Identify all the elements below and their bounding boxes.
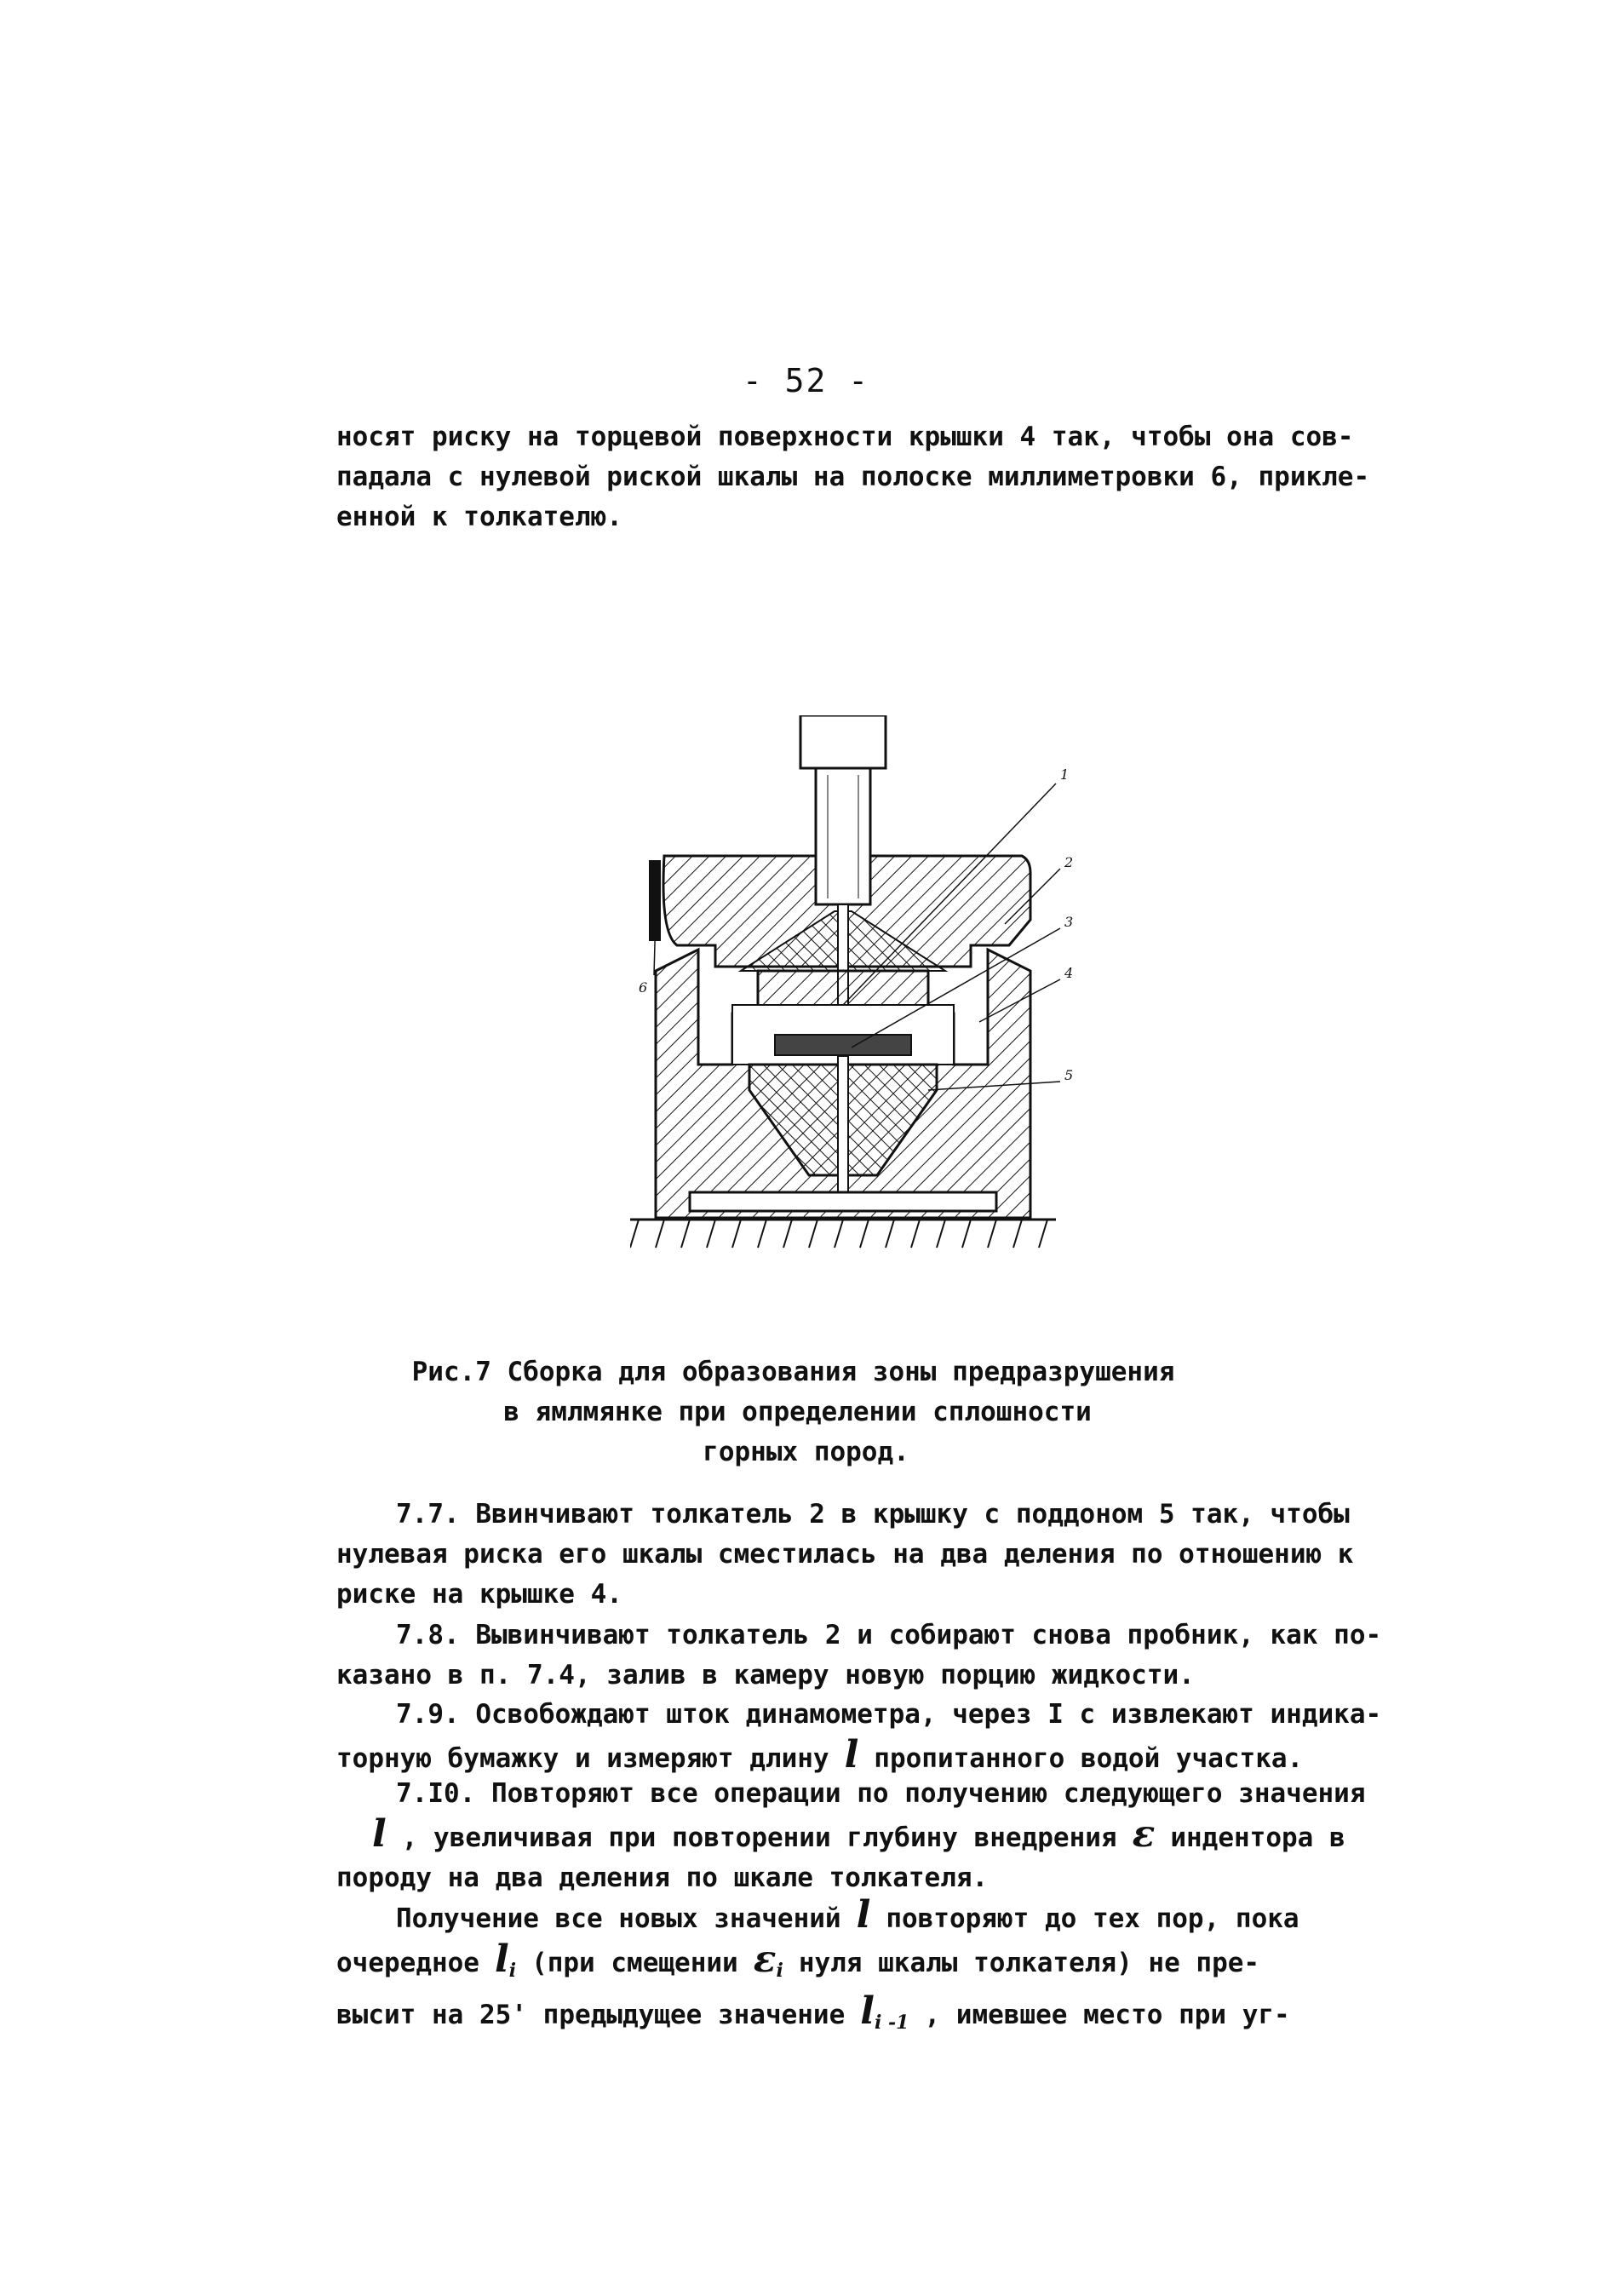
page-number: - 52 - [742, 362, 870, 399]
p78-line-2: казано в п. 7.4, залив в камеру новую порцию жидкости. [336, 1660, 1195, 1690]
paragraph-7-10 [336, 1774, 1365, 1898]
final-line-2b: (при смещении [531, 1948, 738, 1978]
intro-line-2: падала с нулевой риской шкалы на полоске миллиметровки 6, прикле- [336, 462, 1370, 492]
caption-line-1: Рис.7 Сборка для образования зоны предразрушения [411, 1357, 1175, 1387]
figure-label-5: 5 [1064, 1067, 1073, 1083]
p78-line-1: 7.8. Вывинчивают толкатель 2 и собирают снова пробник, как по- [396, 1620, 1382, 1650]
final-line-3 [336, 1991, 1299, 2043]
paragraph-7-9 [336, 1695, 1381, 1779]
ground-hatch [630, 1220, 1047, 1248]
base-plate [690, 1192, 996, 1211]
p710-line-2b: индентора в [1170, 1822, 1345, 1853]
symbol-l-i-minus-1: $l_{i -1}$ [860, 1989, 909, 2034]
figure-label-6: 6 [639, 979, 648, 996]
final-line-1a: Получение все новых значений [396, 1903, 841, 1934]
p710-line-2a: , увеличивая при повторении глубину внедрения [401, 1822, 1117, 1853]
final-paragraph [336, 1895, 1299, 2043]
assembly-drawing-svg [630, 715, 1073, 1286]
p710-line-1: 7.I0. Повторяют все операции по получению следующего значения [396, 1778, 1366, 1809]
figure-label-4: 4 [1064, 965, 1073, 981]
symbol-l: l [856, 1893, 871, 1937]
pusher-knob [800, 715, 886, 768]
paragraph-7-8 [336, 1616, 1381, 1696]
symbol-l: l [372, 1812, 387, 1856]
p79-line-2a: торную бумажку и измеряют длину [336, 1743, 829, 1774]
symbol-l: l [844, 1733, 859, 1777]
final-line-2c: нуля шкалы толкателя) не пре- [798, 1948, 1260, 1978]
final-line-3b: предыдущее значение [542, 2000, 846, 2030]
p77-line-3: риске на крышке 4. [336, 1579, 622, 1610]
final-line-2 [336, 1939, 1299, 1991]
final-line-3a: высит на 25 [336, 2000, 512, 2030]
pusher-shaft [816, 768, 870, 904]
figure-label-2: 2 [1064, 854, 1073, 870]
p79-line-2 [336, 1735, 1381, 1779]
intro-paragraph [336, 417, 1369, 537]
figure-caption [0, 1352, 1612, 1472]
final-line-1 [396, 1895, 1299, 1939]
symbol-epsilon: ε [1132, 1812, 1156, 1856]
symbol-l-i: $l_i$ [494, 1937, 517, 1982]
p710-line-2 [336, 1814, 1365, 1858]
caption-line-2: в ямлмянке при определении сплошности [503, 1397, 1092, 1427]
p77-line-2: нулевая риска его шкалы сместилась на два деления по отношению к [336, 1539, 1354, 1570]
figure-label-3: 3 [1064, 914, 1073, 930]
intro-line-1: носят риску на торцевой поверхности крышки 4 так, чтобы она сов- [336, 422, 1354, 452]
final-line-2a: очередное [336, 1948, 479, 1978]
final-line-3c: , имевшее место при уг- [924, 2000, 1290, 2030]
intro-line-3: енной к толкателю. [336, 502, 622, 532]
p710-line-3: породу на два деления по шкале толкателя. [336, 1863, 989, 1893]
prime-mark: ' [511, 2000, 527, 2030]
paragraph-7-7 [336, 1495, 1353, 1615]
symbol-epsilon-i: $\varepsilon_i$ [753, 1937, 783, 1982]
p79-line-1: 7.9. Освобождают шток динамометра, через I с извлекают индика- [396, 1699, 1382, 1730]
final-line-1b: повторяют до тех пор, пока [886, 1903, 1299, 1934]
p77-line-1: 7.7. Ввинчивают толкатель 2 в крышку с поддоном 5 так, чтобы [396, 1499, 1350, 1530]
caption-line-3: горных пород. [703, 1437, 909, 1467]
p79-line-2b: пропитанного водой участка. [874, 1743, 1304, 1774]
figure-label-1: 1 [1060, 766, 1070, 783]
assembly-drawing [630, 715, 1073, 1286]
